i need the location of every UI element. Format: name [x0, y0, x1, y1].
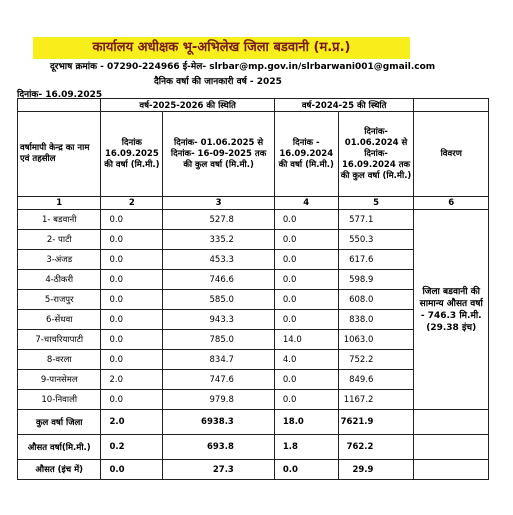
station-name: 7-चाचरियापाटी [18, 330, 101, 350]
day-rain-current: 0.0 [101, 250, 163, 270]
day-rain-current: 0.0 [101, 330, 163, 350]
total-rain-previous: 1063.0 [338, 330, 414, 350]
total-rain-previous: 608.0 [338, 290, 414, 310]
report-subtitle: दैनिक वर्षा की जानकारी वर्ष - 2025 [154, 77, 282, 87]
col-number: 4 [274, 197, 338, 210]
total-rain-current: 746.6 [163, 270, 275, 290]
station-name: 9-पानसेमल [18, 370, 101, 390]
total-rain-previous: 849.6 [338, 370, 414, 390]
day-rain-current: 0.0 [101, 210, 163, 230]
col-number: 3 [163, 197, 275, 210]
station-name: 10-निवाली [18, 390, 101, 410]
col-number: 1 [18, 197, 101, 210]
average-inch-day-current: 0.0 [101, 460, 163, 480]
station-name: 6-सेंधवा [18, 310, 101, 330]
total-day-previous: 18.0 [274, 410, 338, 435]
col-header-remark: विवरण [414, 112, 489, 197]
day-rain-current: 0.0 [101, 310, 163, 330]
group-header-current: वर्ष-2025-2026 की स्थिति [101, 99, 274, 112]
col-header-day-previous: दिनांक - 16.09.2024 की वर्षा (मि.मी.) [274, 112, 338, 197]
average-inch-total-previous: 29.9 [338, 460, 414, 480]
contact-line: दूरभाष क्रमांक - 07290-224966 ई-मेल- slrbar@mp.gov.in/slrbarwani001@gmail.com [50, 62, 436, 72]
total-rain-current: 834.7 [163, 350, 275, 370]
table-row [18, 210, 489, 230]
day-rain-current: 0.0 [101, 290, 163, 310]
group-header-previous: वर्ष-2024-25 की स्थिति [274, 99, 414, 112]
day-rain-current: 0.0 [101, 270, 163, 290]
day-rain-previous: 0.0 [274, 370, 338, 390]
day-rain-previous: 0.0 [274, 230, 338, 250]
total-rain-current: 747.6 [163, 370, 275, 390]
total-rain-current: 943.3 [163, 310, 275, 330]
blank-cell [414, 435, 489, 460]
office-title-banner: कार्यालय अधीक्षक भू-अभिलेख जिला बडवानी (म.प्र.) [33, 37, 410, 59]
col-number: 6 [414, 197, 489, 210]
total-sum-current: 6938.3 [163, 410, 275, 435]
col-header-total-current: दिनांक- 01.06.2025 से दिनांक- 16-09-2025 तक की कुल वर्षा (मि.मी.) [163, 112, 275, 197]
total-label: कुल वर्षा जिला [18, 410, 101, 435]
total-rain-previous: 617.6 [338, 250, 414, 270]
average-inch-day-previous: 0.0 [274, 460, 338, 480]
day-rain-current: 0.0 [101, 230, 163, 250]
day-rain-current: 0.0 [101, 390, 163, 410]
day-rain-previous: 0.0 [274, 270, 338, 290]
remark-cell: जिला बडवानी की सामान्य औसत वर्षा - 746.3 मि.मी. (29.38 इंच) [414, 210, 489, 410]
total-rain-current: 527.8 [163, 210, 275, 230]
report-date: दिनांक- 16.09.2025 [17, 90, 103, 100]
total-rain-current: 453.3 [163, 250, 275, 270]
total-row [18, 410, 489, 435]
station-name: 3-अंजड [18, 250, 101, 270]
col-header-station: वर्षामापी केन्द्र का नाम एवं तहसील [18, 112, 101, 197]
col-header-day-current: दिनांक 16.09.2025 की वर्षा (मि.मी.) [101, 112, 163, 197]
day-rain-previous: 4.0 [274, 350, 338, 370]
total-rain-previous: 550.3 [338, 230, 414, 250]
station-name: 1- बडवानी [18, 210, 101, 230]
blank-header-cell [18, 99, 101, 112]
total-rain-current: 785.0 [163, 330, 275, 350]
total-rain-previous: 577.1 [338, 210, 414, 230]
col-number: 5 [338, 197, 414, 210]
blank-cell [414, 460, 489, 480]
station-name: 4-ठीकरी [18, 270, 101, 290]
total-rain-current: 585.0 [163, 290, 275, 310]
rainfall-table [17, 98, 489, 480]
day-rain-previous: 0.0 [274, 290, 338, 310]
station-name: 2- पाटी [18, 230, 101, 250]
average-mm-row [18, 435, 489, 460]
day-rain-previous: 0.0 [274, 210, 338, 230]
col-number: 2 [101, 197, 163, 210]
station-name: 5-राजपुर [18, 290, 101, 310]
total-rain-previous: 1167.2 [338, 390, 414, 410]
total-rain-previous: 598.9 [338, 270, 414, 290]
average-inch-row [18, 460, 489, 480]
average-total-current: 693.8 [163, 435, 275, 460]
day-rain-current: 0.0 [101, 350, 163, 370]
day-rain-previous: 14.0 [274, 330, 338, 350]
blank-header-cell [414, 99, 489, 112]
day-rain-previous: 0.0 [274, 390, 338, 410]
station-name: 8-वरला [18, 350, 101, 370]
total-rain-current: 979.8 [163, 390, 275, 410]
total-rain-previous: 838.0 [338, 310, 414, 330]
total-rain-previous: 752.2 [338, 350, 414, 370]
day-rain-previous: 0.0 [274, 310, 338, 330]
total-sum-previous: 7621.9 [338, 410, 414, 435]
blank-cell [414, 410, 489, 435]
day-rain-current: 2.0 [101, 370, 163, 390]
col-header-total-previous: दिनांक- 01.06.2024 से दिनांक- 16.09.2024 तक की कुल वर्षा (मि.मी.) [338, 112, 414, 197]
average-mm-label: औसत वर्षा(मि.मी.) [18, 435, 101, 460]
average-inch-label: औसत (इंच में) [18, 460, 101, 480]
average-day-previous: 1.8 [274, 435, 338, 460]
total-rain-current: 335.2 [163, 230, 275, 250]
average-inch-total-current: 27.3 [163, 460, 275, 480]
average-day-current: 0.2 [101, 435, 163, 460]
day-rain-previous: 0.0 [274, 250, 338, 270]
average-total-previous: 762.2 [338, 435, 414, 460]
total-day-current: 2.0 [101, 410, 163, 435]
